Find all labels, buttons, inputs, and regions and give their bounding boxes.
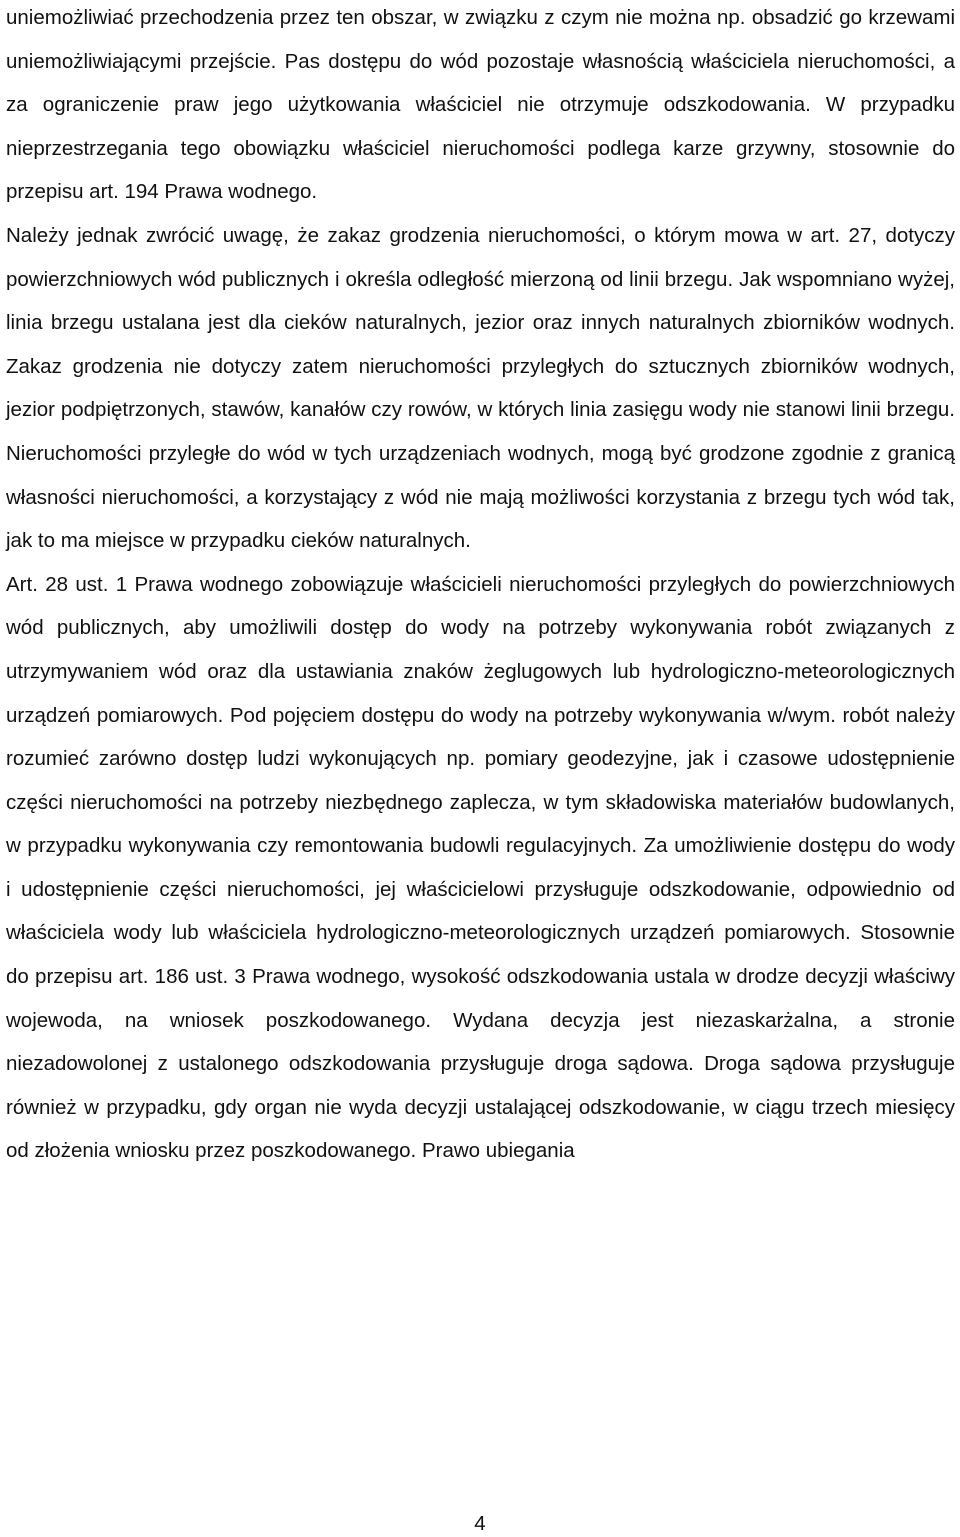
paragraph-fence-access: uniemożliwiać przechodzenia przez ten obszar, w związku z czym nie można np. obsadzić go krzewami uniemożliwiającymi przejście. Pas dostępu do wód pozostaje własnością właściciela nieruchomości, a za ograniczenie praw jego użytkowania właściciel nie otrzymuje odszkodowania. W przypadku nieprzestrzegania tego obowiązku właściciel nieruchomości podlega karze grzywny, stosownie do przepisu art. 194 Prawa wodnego.	[6, 6, 955, 204]
paragraph-art-28: Art. 28 ust. 1 Prawa wodnego zobowiązuje właścicieli nieruchomości przyległych do powierzchniowych wód publicznych, aby umożliwili dostęp do wody na potrzeby wykonywania robót związanych z utrzymywaniem wód oraz dla ustawiania znaków żeglugowych lub hydrologiczno-meteorologicznych urządzeń pomiarowych. Pod pojęciem dostępu do wody na potrzeby wykonywania w/wym. robót należy rozumieć zarówno dostęp ludzi wykonujących np. pomiary geodezyjne, jak i czasowe udostępnienie części nieruchomości na potrzeby niezbędnego zaplecza, w tym składowiska materiałów budowlanych, w przypadku wykonywania czy remontowania budowli regulacyjnych. Za umożliwienie dostępu do wody i udostępnienie części nieruchomości, jej właścicielowi przysługuje odszkodowanie, odpowiednio od właściciela wody lub właściciela hydrologiczno-meteorologicznych urządzeń pomiarowych. Stosownie do przepisu art. 186 ust. 3 Prawa wodnego, wysokość odszkodowania ustala w drodze decyzji właściwy wojewoda, na wniosek poszkodowanego. Wydana decyzja jest niezaskarżalna, a stronie niezadowolonej z ustalonego odszkodowania przysługuje droga sądowa. Droga sądowa przysługuje również w przypadku, gdy organ nie wyda decyzji ustalającej odszkodowanie, w ciągu trzech miesięcy od złożenia wniosku przez poszkodowanego. Prawo ubiegania	[6, 572, 955, 1163]
document-page	[6, 0, 955, 1173]
paragraph-fencing-ban: Należy jednak zwrócić uwagę, że zakaz grodzenia nieruchomości, o którym mowa w art. 27, dotyczy powierzchniowych wód publicznych i określa odległość mierzoną od linii brzegu. Jak wspomniano wyżej, linia brzegu ustalana jest dla cieków naturalnych, jezior oraz innych naturalnych zbiorników wodnych. Zakaz grodzenia nie dotyczy zatem nieruchomości przyległych do sztucznych zbiorników wodnych, jezior podpiętrzonych, stawów, kanałów czy rowów, w których linia zasięgu wody nie stanowi linii brzegu. Nieruchomości przyległe do wód w tych urządzeniach wodnych, mogą być grodzone zgodnie z granicą własności nieruchomości, a korzystający z wód nie mają możliwości korzystania z brzegu tych wód tak, jak to ma miejsce w przypadku cieków naturalnych.	[6, 223, 955, 553]
page-number: 4	[474, 1512, 486, 1535]
